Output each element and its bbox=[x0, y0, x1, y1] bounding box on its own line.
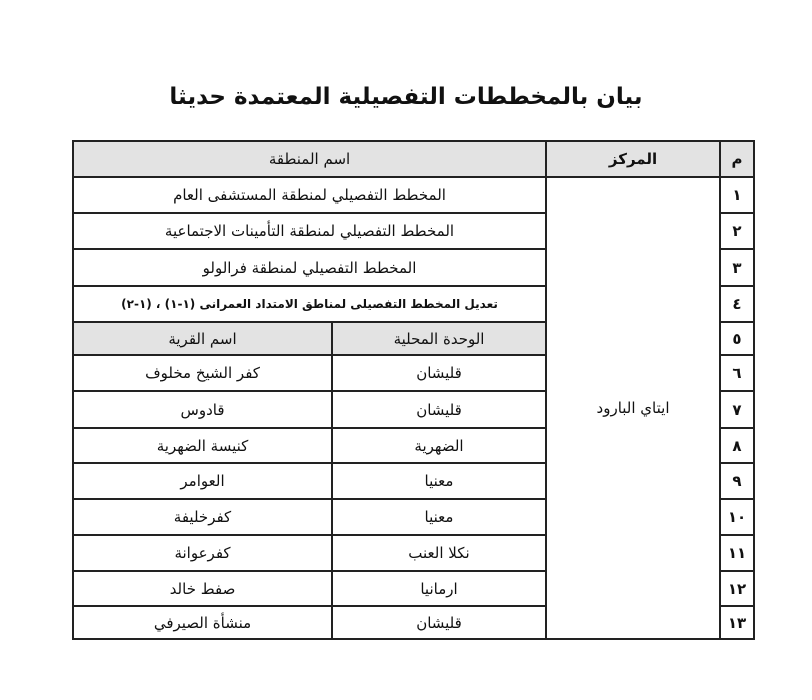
village-name: كفرخليفة bbox=[173, 508, 232, 526]
row-num: ٨ bbox=[732, 436, 742, 455]
header-local-unit: الوحدة المحلية bbox=[393, 329, 485, 348]
row-num: ١٠ bbox=[727, 508, 747, 526]
plans-table bbox=[72, 140, 755, 640]
plan-name: المخطط التفصيلي لمنطقة المستشفى العام bbox=[173, 186, 446, 204]
row-num: ٣ bbox=[732, 258, 742, 277]
row-num: ١٣ bbox=[727, 613, 747, 632]
row-num: ٤ bbox=[732, 295, 742, 313]
page-title: بيان بالمخططات التفصيلية المعتمدة حديثا bbox=[169, 84, 643, 110]
village-name: صفط خالد bbox=[169, 579, 236, 598]
row-num: ٧ bbox=[732, 400, 742, 419]
plan-name: تعديل المخطط التفصيلى لمناطق الامتداد العمرانى (١-١) ، (١-٢) bbox=[121, 297, 498, 311]
village-name: كنيسة الضهرية bbox=[156, 436, 249, 455]
row-num: ٦ bbox=[732, 364, 742, 382]
row-num: ١١ bbox=[727, 544, 747, 562]
local-unit: معنيا bbox=[424, 472, 454, 490]
plan-name: المخطط التفصيلي لمنطقة التأمينات الاجتماعية bbox=[164, 222, 455, 240]
village-name: قادوس bbox=[180, 400, 225, 419]
local-unit: معنيا bbox=[424, 508, 454, 526]
local-unit: نكلا العنب bbox=[408, 544, 470, 562]
local-unit: الضهرية bbox=[414, 436, 464, 455]
village-name: العوامر bbox=[180, 472, 225, 490]
row-num: ٩ bbox=[732, 472, 742, 490]
header-markaz: المركز bbox=[608, 150, 658, 168]
village-name: منشأة الصيرفي bbox=[153, 613, 252, 632]
local-unit: قليشان bbox=[416, 613, 462, 632]
header-village: اسم القرية bbox=[168, 329, 237, 348]
village-name: كفر الشيخ مخلوف bbox=[145, 364, 260, 382]
village-name: كفرعوانة bbox=[174, 544, 231, 562]
row-num: ١٢ bbox=[727, 579, 747, 598]
row-num: ٥ bbox=[732, 329, 742, 348]
local-unit: ارمانيا bbox=[420, 579, 458, 598]
row-num: ٢ bbox=[732, 222, 742, 240]
row-num: ١ bbox=[732, 186, 742, 204]
local-unit: قليشان bbox=[416, 364, 462, 382]
local-unit: قليشان bbox=[416, 400, 462, 419]
markaz-value: ايتاي البارود bbox=[596, 399, 670, 417]
header-num: م bbox=[731, 150, 743, 168]
plan-name: المخطط التفصيلي لمنطقة فرالولو bbox=[202, 258, 417, 277]
header-region: اسم المنطقة bbox=[268, 150, 351, 168]
